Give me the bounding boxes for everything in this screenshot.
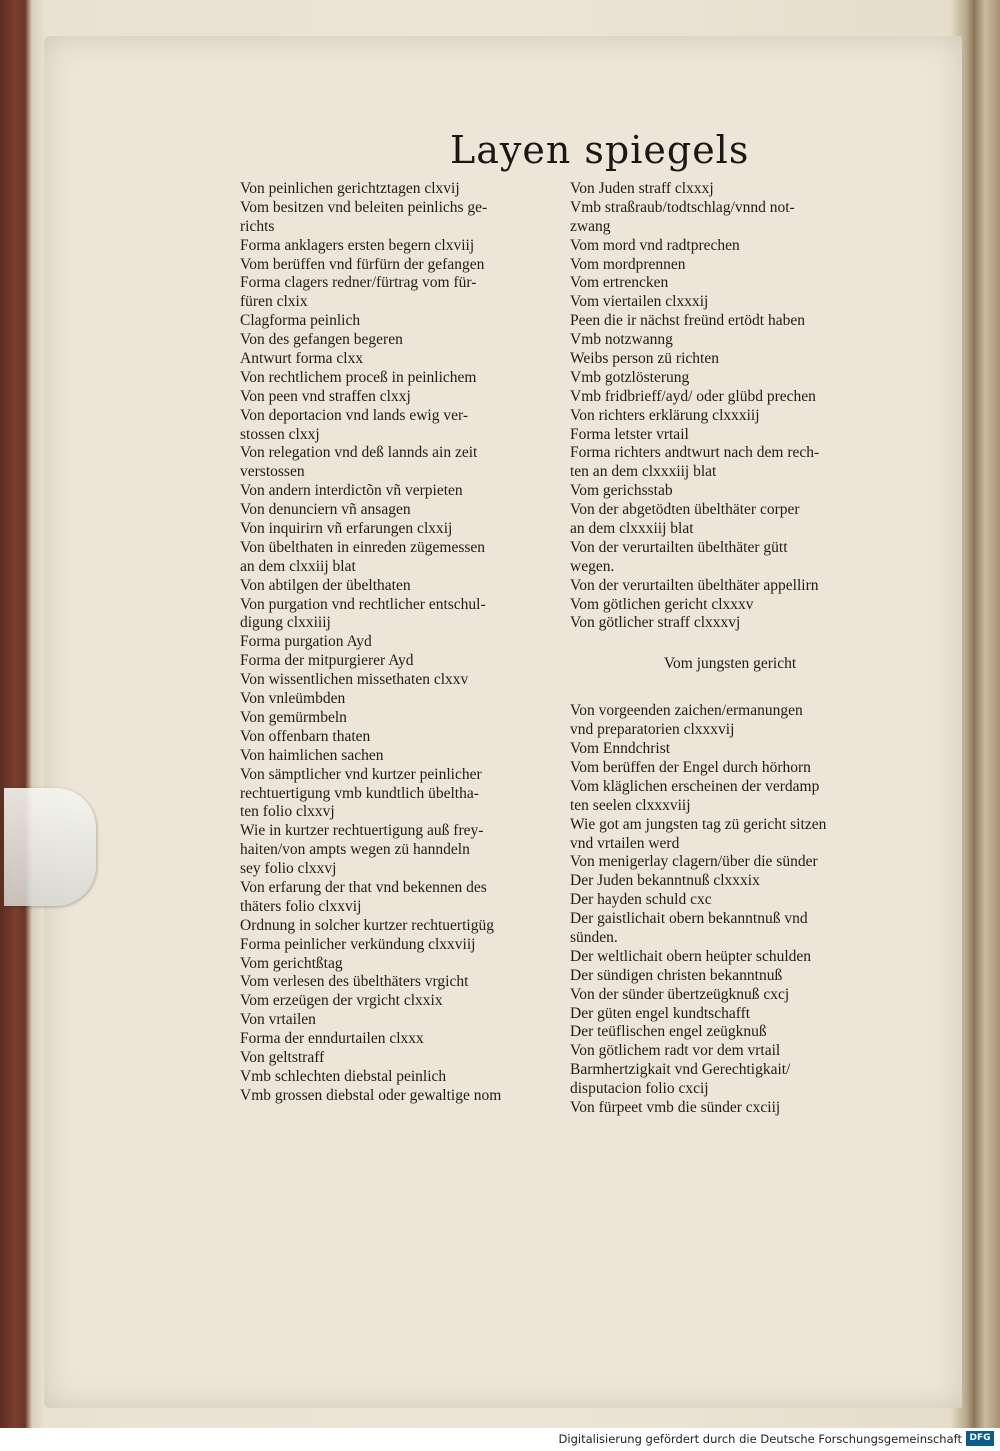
index-entry: Von haimlichen sachen <box>240 746 384 764</box>
index-entry: Von deportacion vnd lands ewig ver- <box>240 406 468 424</box>
index-entry: Von richters erklärung clxxxiij <box>570 406 760 424</box>
index-entry: Von der sünder übertzeügknuß cxcj <box>570 985 790 1003</box>
index-entry: Von der verurtailten übelthäter appellirn <box>570 576 819 594</box>
index-entry: Der güten engel kundtschafft <box>570 1004 751 1022</box>
index-entry: Von fürpeet vmb die sünder cxciij <box>570 1098 781 1116</box>
index-entry: Von gemürmbeln <box>240 708 347 726</box>
index-entry: Forma richters andtwurt nach dem rech- <box>570 444 820 462</box>
index-entry: Von sämptlicher vnd kurtzer peinlicher <box>240 765 482 783</box>
index-entry: Von purgation vnd rechtlicher entschul- <box>240 595 486 613</box>
index-entry: Von peen vnd straffen clxxj <box>240 387 411 405</box>
index-entry: Der weltlichait obern heüpter schulden <box>570 947 812 965</box>
index-entry: thäters folio clxxvij <box>240 897 362 915</box>
index-entry: Clagforma peinlich <box>240 312 361 330</box>
index-entry: Wie in kurtzer rechtuertigung auß frey- <box>240 822 484 840</box>
index-entry: Von wissentlichen missethaten clxxv <box>240 671 469 689</box>
index-entry: Von götlicher straff clxxxvj <box>570 614 741 632</box>
index-entry: vnd vrtailen werd <box>570 834 680 852</box>
index-entry: Forma der enndurtailen clxxx <box>240 1030 424 1048</box>
index-entry: Vom berüffen der Engel durch hörhorn <box>570 758 811 776</box>
index-entry: ten seelen clxxxviij <box>570 796 691 814</box>
index-entry: Vom berüffen vnd fürfürn der gefangen <box>240 255 485 273</box>
index-entry: Von vorgeenden zaichen/ermanungen <box>570 702 803 720</box>
index-entry: an dem clxxxiij blat <box>570 520 694 538</box>
index-entry: stossen clxxj <box>240 425 320 443</box>
index-entry: ten an dem clxxxiij blat <box>570 463 717 481</box>
index-entry: sünden. <box>570 928 618 946</box>
footer-credit: Digitalisierung gefördert durch die Deutsche Forschungsgemeinschaft <box>558 1432 962 1446</box>
index-entry: Von geltstraff <box>240 1048 325 1066</box>
index-entry: richts <box>240 217 275 235</box>
index-entry: Von erfarung der that vnd bekennen des <box>240 878 487 896</box>
index-entry: Von peinlichen gerichtztagen clxvij <box>240 180 460 197</box>
index-entry: Der hayden schuld cxc <box>570 891 712 909</box>
index-entry: Von der verurtailten übelthäter gütt <box>570 538 788 556</box>
index-entry: zwang <box>570 217 611 235</box>
index-entry: sey folio clxxvj <box>240 860 337 878</box>
index-entry: Vom verlesen des übelthäters vrgicht <box>240 973 469 991</box>
index-entry: Von vrtailen <box>240 1011 316 1029</box>
index-entry: Von rechtlichem proceß in peinlichem <box>240 368 477 386</box>
index-entry: wegen. <box>570 557 615 575</box>
index-entry: Forma purgation Ayd <box>240 633 372 651</box>
index-entry: Von offenbarn thaten <box>240 727 371 745</box>
index-entry: vnd preparatorien clxxxvij <box>570 721 735 739</box>
dfg-logo: DFG <box>966 1431 994 1446</box>
index-entry: Forma der mitpurgierer Ayd <box>240 652 414 670</box>
index-entry: rechtuertigung vmb kundtlich übeltha- <box>240 784 479 802</box>
index-entry: an dem clxxiij blat <box>240 557 356 575</box>
index-entry: Von vnleümbden <box>240 690 346 708</box>
index-entry: Von menigerlay clagern/über die sünder <box>570 853 818 871</box>
left-column <box>240 180 560 1106</box>
index-entry: Ordnung in solcher kurtzer rechtuertigüg <box>240 916 494 934</box>
index-entry: Vom Enndchrist <box>570 740 671 758</box>
index-entry: Vom ertrencken <box>570 274 669 292</box>
index-entry: Vom besitzen vnd beleiten peinlichs ge- <box>240 198 488 216</box>
index-entry: digung clxxiiij <box>240 614 331 632</box>
index-entry: Vom götlichen gericht clxxxv <box>570 595 754 613</box>
index-entry: Vmb notzwanng <box>570 331 673 349</box>
index-entry: Vmb schlechten diebstal peinlich <box>240 1067 447 1085</box>
index-entry: disputacion folio cxcij <box>570 1080 709 1098</box>
index-entry: Von andern interdictõn vñ verpieten <box>240 482 463 500</box>
index-entry: Der gaistlichait obern bekanntnuß vnd <box>570 910 808 928</box>
index-entry: Vom mord vnd radtprechen <box>570 236 740 254</box>
index-entry: Forma peinlicher verkündung clxxviij <box>240 935 476 953</box>
index-entry: Von abtilgen der übelthaten <box>240 576 411 594</box>
index-entry: Forma anklagers ersten begern clxviij <box>240 236 475 254</box>
index-entry: Von Juden straff clxxxj <box>570 180 714 197</box>
running-header: Layen spiegels <box>450 128 750 172</box>
index-entry: Vom gerichtßtag <box>240 954 343 972</box>
index-entry: Von der abgetödten übelthäter corper <box>570 501 800 519</box>
index-entry: füren clxix <box>240 293 308 311</box>
right-column <box>570 180 870 1118</box>
right-column-top <box>570 180 870 633</box>
index-entry: Vom kläglichen erscheinen der verdamp <box>570 777 820 795</box>
index-entry: Vom viertailen clxxxij <box>570 293 709 311</box>
index-entry: Weibs person zü richten <box>570 350 719 368</box>
index-entry: Vmb grossen diebstal oder gewaltige nom <box>240 1086 502 1104</box>
index-entry: haiten/von ampts wegen zü hanndeln <box>240 841 470 859</box>
index-entry: verstossen <box>240 463 305 481</box>
index-entry: Vom gerichsstab <box>570 482 673 500</box>
index-entry: Vmb fridbrieff/ayd/ oder glübd prechen <box>570 387 816 405</box>
index-entry: Von übelthaten in einreden zügemessen <box>240 538 486 556</box>
index-entry: Von des gefangen begeren <box>240 331 403 349</box>
index-entry: Der Juden bekanntnuß clxxxix <box>570 872 760 890</box>
index-entry: Von inquirirn vñ erfarungen clxxij <box>240 520 453 538</box>
index-entry: Der teüflischen engel zeügknuß <box>570 1023 767 1041</box>
index-entry: Von denunciern vñ ansagen <box>240 501 411 519</box>
index-entry: Wie got am jungsten tag zü gericht sitzen <box>570 815 827 833</box>
index-entry: Vom erzeügen der vrgicht clxxix <box>240 992 443 1010</box>
index-entry: Forma letster vrtail <box>570 425 689 443</box>
index-entry: Von götlichem radt vor dem vrtail <box>570 1042 781 1060</box>
section-heading: Vom jungsten gericht <box>663 655 797 673</box>
index-entry: Vom mordprennen <box>570 255 686 273</box>
index-entry: Barmhertzigkait vnd Gerechtigkait/ <box>570 1061 791 1079</box>
index-entry: Antwurt forma clxx <box>240 350 364 368</box>
index-entry: ten folio clxxvj <box>240 803 335 821</box>
index-entry: Vmb gotzlösterung <box>570 368 690 386</box>
index-entry: Der sündigen christen bekanntnuß <box>570 966 783 984</box>
index-entry: Peen die ir nächst freünd ertödt haben <box>570 312 805 330</box>
page-clip-marker <box>4 788 96 906</box>
index-entry: Von relegation vnd deß lannds ain zeit <box>240 444 478 462</box>
index-entry: Vmb straßraub/todtschlag/vnnd not- <box>570 198 795 216</box>
right-column-bottom <box>570 702 870 1118</box>
index-entry: Forma clagers redner/fürtrag vom für- <box>240 274 477 292</box>
